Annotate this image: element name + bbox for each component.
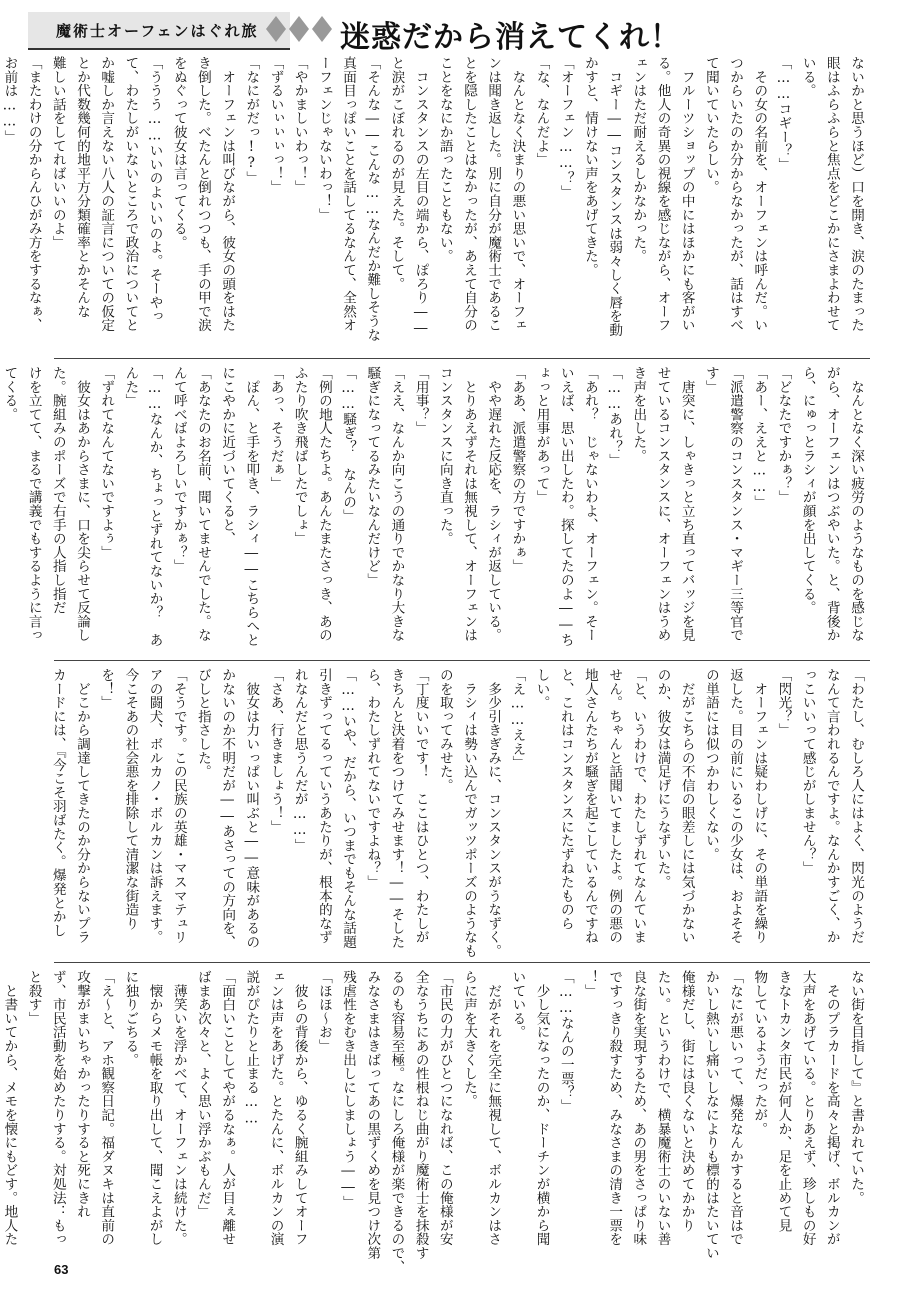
tier-divider	[54, 358, 870, 359]
text-column: せん。ちゃんと話聞いてましたよ。例の悪の	[606, 668, 623, 944]
text-column: ふたり吹き飛ばしたでしょ」	[291, 366, 308, 546]
text-column: き声を出した。	[630, 366, 647, 463]
text-column: のか、彼女は満足げにうなずいた。	[654, 668, 671, 889]
text-column: みなさまはきばってあの黒ずくめを見つけ次第	[364, 970, 381, 1260]
text-column: てくる。	[1, 366, 18, 422]
text-column: 「さあ、行きましょう！」	[267, 668, 284, 834]
text-column: しい。	[533, 668, 550, 710]
text-column: と書いてから、メモを懐にもどす。地人た	[1, 970, 18, 1246]
text-column: 「面白いことしてやがるなぁ。人が目ぇ離せ	[219, 970, 236, 1246]
text-column: 今こそあの社会悪を排除して清潔な街造り	[122, 668, 139, 931]
text-column: と、これはコンスタンスにたずねたものら	[557, 668, 574, 931]
text-column: オーフェンは叫びながら、彼女の頭をはた	[219, 56, 236, 332]
text-column: のを取ってみせた。	[436, 668, 453, 793]
text-column: の単語には似つかわしくない。	[702, 668, 719, 862]
text-column: 「なにがだっ!?」	[243, 56, 260, 185]
text-column: 「なにが悪いって、爆発なんかすると音はで	[727, 970, 744, 1246]
text-column: 全なうちにあの性根ねじ曲がり魔術士を抹殺す	[412, 970, 429, 1260]
text-column: て、わたしがいないところで政治についてと	[122, 56, 139, 332]
text-column: ンは聞き返した。別に自分が魔術士であるこ	[485, 56, 502, 332]
text-column: 説がぴたりと止まる……	[243, 970, 260, 1127]
series-title: 魔術士オーフェンはぐれ旅	[56, 22, 259, 40]
text-column: 「……なんか、ちょっとずれてないか？ あ	[146, 366, 163, 647]
text-column: 「派遣警察のコンスタンス・マギー三等官で	[727, 366, 744, 642]
text-column: ェンはただ耐えるしかなかった。	[630, 56, 647, 263]
diamond-ornament-icon	[266, 14, 336, 44]
tier-divider	[54, 962, 870, 963]
text-column: その女の名前を、オーフェンは呼んだ。い	[751, 56, 768, 332]
text-column: と涙がこぼれるのが見えた。そして。	[388, 56, 405, 291]
text-column: なんとなく決まりの悪い思いで、オーフェ	[509, 56, 526, 332]
text-column: 難しい話をしてればいいのよ」	[49, 56, 66, 250]
text-column: っこいいって感じがしません？」	[799, 668, 816, 875]
tier-divider	[54, 660, 870, 661]
text-column: 彼女はあからさまに、口を尖らせて反論し	[74, 366, 90, 642]
text-column: いている。	[509, 970, 526, 1039]
text-tier-2	[1, 366, 868, 654]
text-column: 攻撃がまいちゃかったりすると死にきれ	[74, 970, 90, 1219]
text-column: 「市民の力がひとつになれば、この俺様が安	[436, 970, 453, 1246]
text-column: ょっと用事があって」	[533, 366, 550, 504]
text-column: きちんと決着をつけてみせます！――そした	[388, 668, 405, 949]
text-column: 「そんな――こんな……なんだか難しそうな	[364, 56, 381, 342]
text-column: 引きずってるっていうあたりが、根本的なず	[315, 668, 332, 944]
text-column: 「え……ええ」	[509, 668, 526, 770]
text-column: ですっきり殺すため、みなさまの清き一票を	[606, 970, 623, 1246]
text-column: 「あー、ええと……」	[751, 366, 768, 509]
text-column: オーフェンは疑わしげに、その単語を繰り	[751, 668, 768, 944]
text-column: コンスタンスに向き直った。	[436, 366, 453, 546]
text-column: とりあえずそれは無視して、オーフェンは	[461, 366, 477, 642]
text-column: す」	[702, 366, 719, 394]
text-column: 「やかましいわっ！」	[291, 56, 308, 194]
text-column: けを立てて、まるで講義でもするように言っ	[25, 366, 42, 642]
text-column: 「ほほ～お」	[315, 970, 332, 1053]
text-column: 真面目っぽいことを話してるなんて、全然オ	[340, 56, 357, 332]
text-column: ないかと思うほど）口を開き、涙のたまった	[848, 56, 864, 332]
text-column: ェンは声をあげた。とたんに、ボルカンの演	[267, 970, 284, 1246]
text-column: を！」	[98, 668, 115, 710]
text-column: フルーツショップの中にはほかにも客がい	[678, 56, 695, 332]
text-column: 騒ぎになってるみたいなんだけど」	[364, 366, 381, 587]
page-number: 63	[54, 1262, 69, 1277]
text-column: 「あっ、そうだぁ」	[267, 366, 284, 491]
text-column: だがこちらの不信の眼差しには気づかない	[678, 668, 695, 944]
text-column: 多少引きぎみに、コンスタンスがうなずく。	[485, 668, 502, 958]
text-column: 「丁度いいです！ ここはひとつ、わたしが	[412, 668, 429, 944]
text-column: そのプラカードを高々と掲げ、ボルカンが	[823, 970, 840, 1246]
text-column: いえば、思い出したわ。探してたのよ――ち	[557, 366, 574, 647]
text-column: 地人さんたちが騒ぎを起こしているんですね	[581, 668, 598, 944]
text-column: 「な、なんだよ」	[533, 56, 550, 167]
text-column: 「……あれ？」	[606, 366, 623, 468]
text-column: 唐突に、しゃきっと立ち直ってバッジを見	[678, 366, 695, 642]
text-column: 「と、いうわけで、わたしずれてなんていま	[630, 668, 647, 944]
text-column: た。腕組みのポーズで右手の人指し指だ	[49, 366, 66, 615]
text-column: やや遅れた反応を、ラシィが返している。	[485, 366, 502, 642]
text-column: ず、市民活動を始めたりする。対処法：もっ	[49, 970, 66, 1246]
text-column: 「例の地人たちよ。あんたまたさっき、あの	[315, 366, 332, 642]
text-column: ぽん、と手を叩き、ラシィ――こちらへと	[243, 366, 260, 647]
text-column: とか代数幾何的地平方分類確率とかそんな	[74, 56, 90, 319]
text-column: きなトカンタ市民が何人か、足を止めて見	[775, 970, 792, 1233]
text-column: がら、オーフェンはつぶやいた。と、背後か	[823, 366, 840, 642]
text-column: かいし熱いし痛いしなによりも標的はたいてい	[702, 970, 719, 1260]
text-column: 彼女は力いっぱい叫ぶと――意味があるの	[243, 668, 260, 949]
text-column: びしと指さした。	[194, 668, 211, 779]
text-column: とを隠したことはなかったが、あえて自分の	[461, 56, 477, 332]
text-column: て聞いていたらしい。	[702, 56, 719, 194]
text-column: ことをなにか語ったこともない。	[436, 56, 453, 263]
text-column: ばまあ次々と、よく思い浮かぶもんだ」	[194, 970, 211, 1219]
text-column: 「閃光？」	[775, 668, 792, 737]
text-column: アの闘犬、ボルカノ・ボルカンは訴えます。	[146, 668, 163, 944]
text-tier-1	[1, 56, 868, 352]
text-column: 「あなたのお名前、聞いてませんでした。な	[194, 366, 211, 642]
text-column: をぬぐって彼女は言ってくる。	[170, 56, 187, 250]
text-column: 「またわけの分からんひがみ方をするなぁ、	[25, 56, 42, 332]
text-column: コンスタンスの左目の端から、ぽろり――	[412, 56, 429, 337]
text-column: せているコンスタンスに、オーフェンはうめ	[654, 366, 671, 642]
text-column: かすと、情けない声をあげてきた。	[581, 56, 598, 277]
text-column: き倒した。べたんと倒れつつも、手の甲で涙	[194, 56, 211, 332]
text-column: 「……なんの一票？」	[557, 970, 574, 1113]
text-column: 残虐性をむき出しにしましょう――」	[340, 970, 357, 1210]
text-column: 懐からメモ帳を取り出して、聞こえよがし	[146, 970, 163, 1246]
text-column: れなんだと思うんだが……」	[291, 668, 308, 853]
text-column: ない街を目指して』と書かれていた。	[848, 970, 864, 1205]
text-column: 「え～と、アホ観察日記。福ダヌキは直前の	[98, 970, 115, 1246]
text-column: 「ああ、派遣警察の方ですかぁ」	[509, 366, 526, 573]
text-column: んた」	[122, 366, 139, 408]
text-column: ら、にゅっとラシィが顔を出してくる。	[799, 366, 816, 615]
text-column: 「……騒ぎ？ なんの」	[340, 366, 357, 523]
text-column: 「どなたですかぁ？」	[775, 366, 792, 504]
tier-1-columns	[0, 56, 868, 352]
text-column: に独りごちる。	[122, 970, 139, 1067]
text-column: なんて言われるんですよ。なんかすごく、か	[823, 668, 840, 944]
text-column: 眼はふらふらと焦点をどこかにさまよわせて	[823, 56, 840, 332]
tier-3-columns	[46, 668, 868, 956]
text-column: ラシィは勢い込んでガッツポーズのようなも	[461, 668, 477, 958]
text-column: 「ずれてなんてないですよぅ」	[98, 366, 115, 560]
text-tier-3	[49, 668, 868, 958]
text-column: 「用事？」	[412, 366, 429, 435]
text-column: る。他人の奇異の視線を感じながら、オーフ	[654, 56, 671, 332]
text-column: つからいたのか分からなかったが、話はすべ	[727, 56, 744, 332]
text-column: 彼らの背後から、ゆるく腕組みしてオーフ	[291, 970, 308, 1246]
tier-2-columns	[0, 366, 868, 654]
text-column: 薄笑いを浮かべて、オーフェンは続けた。	[170, 970, 187, 1246]
text-column: どこから調達してきたのか分からないプラ	[74, 668, 90, 944]
text-column: 少し気になったのか、ドーチンが横から聞	[533, 970, 550, 1246]
text-column: 物しているようだったが。	[751, 970, 768, 1136]
text-column: にこやかに近づいてくると、	[219, 366, 236, 546]
text-column: 「そうです。この民族の英雄・マスマテュリ	[170, 668, 187, 944]
text-column: お前は……」	[1, 56, 18, 144]
text-column: たい。というわけで、横暴魔術士のいない善	[654, 970, 671, 1246]
text-column: と殺す」	[25, 970, 42, 1026]
text-column: だがそれを完全に無視して、ボルカンはさ	[485, 970, 502, 1246]
text-column: ら、わたしずれてないですよね？」	[364, 668, 381, 889]
text-column: ーフェンじゃないわっ！」	[315, 56, 332, 222]
text-column: らに声を大きくした。	[461, 970, 477, 1108]
text-column: 俺様だし、街には良くないと決めてかかり	[678, 970, 695, 1233]
text-column: 大声をあげている。とりあえず、珍しもの好	[799, 970, 816, 1246]
text-column: るのも容易至極。なにしろ俺様が楽できるので、	[388, 970, 405, 1274]
text-column: 「ずるいぃぃぃっ！」	[267, 56, 284, 194]
text-column: コギー――コンスタンスは弱々しく唇を動	[606, 56, 623, 337]
text-column: 返した。目の前にいるこの少女は、およそそ	[727, 668, 744, 944]
text-column: 「ええ、なんか向こうの通りでかなり大きな	[388, 366, 405, 642]
text-column: 良な街を実現するため、あの男をさっぱり味	[630, 970, 647, 1246]
text-column: か嘘しか言えない八人の証言についての仮定	[98, 56, 115, 332]
text-column: 「オーフェン……？」	[557, 56, 574, 199]
text-column: カードには、『今こそ羽ばたく。爆発とかし	[49, 668, 66, 938]
chapter-title: 迷惑だから消えてくれ！	[340, 20, 681, 55]
text-column: 「……いや、だから、いつまでもそんな話題	[340, 668, 357, 949]
text-column: かないのか不明だが――あさっての方向を、	[219, 668, 236, 949]
text-column: いる。	[799, 56, 816, 98]
text-column: ！」	[581, 970, 598, 998]
text-column: 「ううう……いいのよいいのよ。そーやっ	[146, 56, 163, 323]
text-column: なんとなく深い疲労のようなものを感じな	[848, 366, 864, 642]
text-column: 「わたし、むしろ人にはよく、閃光のようだ	[848, 668, 864, 944]
text-column: んて呼べばよろしいですかぁ？」	[170, 366, 187, 573]
text-column: 「……コギー？」	[775, 56, 792, 172]
text-column: 「あれ？ じゃないわよ、オーフェン。そー	[581, 366, 598, 642]
